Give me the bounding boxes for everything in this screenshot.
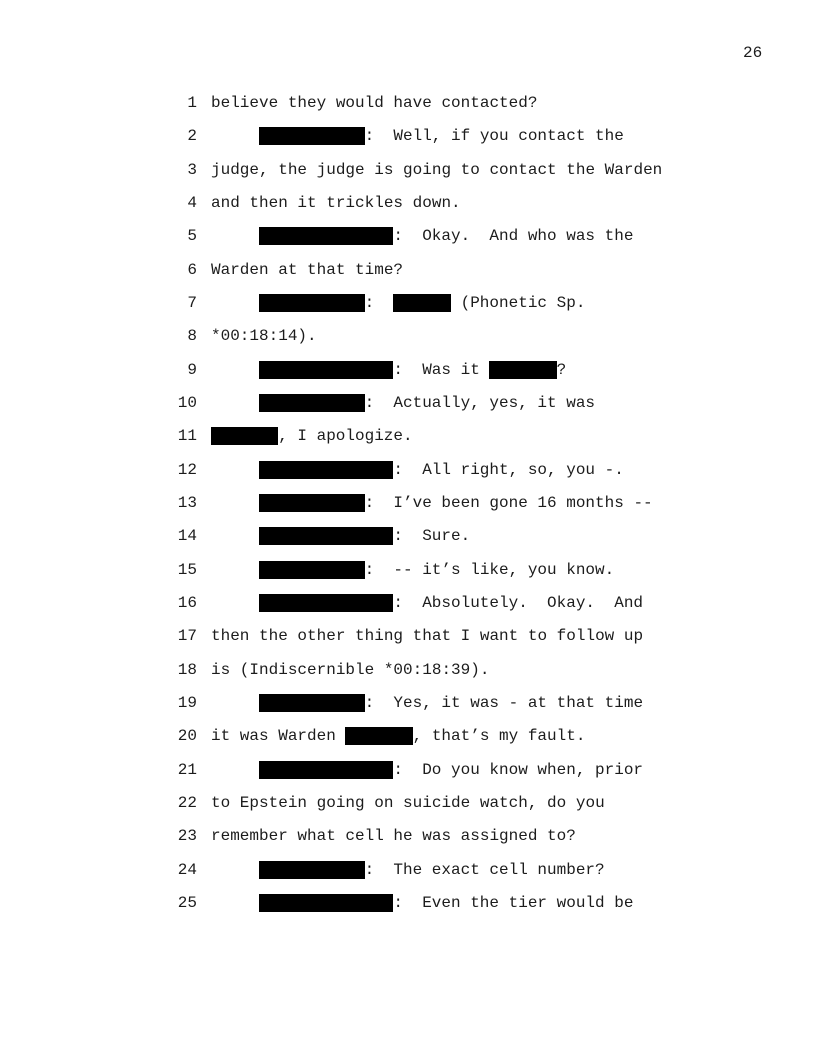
transcript-line [0,620,816,653]
redacted-name [345,727,412,745]
transcript-line [0,787,816,820]
line-text: believe they would have contacted? [211,94,538,112]
line-text: : Even the tier would be [393,893,634,912]
redacted-speaker-name [259,694,365,712]
transcript-line [0,854,816,887]
redacted-name [211,427,278,445]
line-number: 5 [187,227,197,246]
line-number: 15 [177,560,197,579]
line-content [211,454,624,487]
line-content [211,554,614,587]
redacted-speaker-name [259,461,393,479]
transcript-line [0,420,816,453]
line-content [211,354,566,387]
line-text: : Actually, yes, it was [364,393,596,412]
line-text: : Yes, it was - at that time [364,693,644,712]
line-content [211,720,585,753]
line-number: 22 [177,793,197,812]
redacted-speaker-name [259,894,393,912]
line-content [211,320,317,353]
line-content [211,754,643,787]
line-number: 24 [177,860,197,879]
line-text: : Was it [393,360,490,379]
line-text: judge, the judge is going to contact the Warden [211,160,663,179]
line-text: (Phonetic Sp. [451,293,586,312]
redacted-speaker-name [259,527,393,545]
transcript-line [0,520,816,553]
line-text: : Sure. [393,527,471,546]
transcript-line [0,887,816,920]
redacted-speaker-name [259,761,393,779]
line-content [211,387,595,420]
line-content [211,654,489,687]
line-content [211,854,605,887]
line-content [211,487,653,520]
line-text: is (Indiscernible *00:18:39). [211,660,490,679]
line-number: 3 [187,160,197,179]
redacted-speaker-name [259,361,393,379]
line-content [211,120,624,153]
transcript-line [0,687,816,720]
transcript-line [0,387,816,420]
redacted-speaker-name [259,227,393,245]
line-text: : [364,293,394,312]
transcript-line [0,720,816,753]
redacted-speaker-name [259,394,365,412]
line-number: 16 [177,593,197,612]
line-text: : Do you know when, prior [393,760,644,779]
line-number: 9 [187,360,197,379]
line-text: : All right, so, you -. [393,460,624,479]
transcript-line [0,654,816,687]
line-number: 12 [177,460,197,479]
line-text: : I’ve been gone 16 months -- [364,493,653,512]
line-number: 18 [177,660,197,679]
line-number: 14 [177,527,197,546]
line-text: ? [556,360,567,379]
line-content [211,287,585,320]
line-content [211,687,643,720]
transcript-line [0,87,816,120]
page-number: 26 [743,44,763,62]
redacted-name [489,361,556,379]
line-number: 21 [177,760,197,779]
line-content [211,420,413,453]
redacted-speaker-name [259,861,365,879]
line-text: Warden at that time? [211,260,404,279]
line-text: : Well, if you contact the [364,127,624,146]
line-number: 2 [187,127,197,146]
line-text: : Absolutely. Okay. And [393,593,644,612]
line-content [211,587,643,620]
line-text: , I apologize. [278,427,413,446]
transcript-line [0,487,816,520]
transcript-line [0,154,816,187]
redacted-name [393,294,451,312]
line-content [211,820,576,853]
redacted-speaker-name [259,127,365,145]
line-number: 20 [177,727,197,746]
line-content [211,87,537,120]
line-content [211,787,605,820]
line-text: and then it trickles down. [211,193,461,212]
line-text: then the other thing that I want to follow up [211,627,644,646]
line-text: remember what cell he was assigned to? [211,827,576,846]
line-number: 6 [187,260,197,279]
line-text: : Okay. And who was the [393,227,634,246]
transcript-line [0,820,816,853]
redacted-speaker-name [259,594,393,612]
transcript-line [0,187,816,220]
line-text: *00:18:14). [211,327,317,346]
line-content [211,887,633,920]
line-text: , that’s my fault. [412,727,586,746]
redacted-speaker-name [259,294,365,312]
transcript-line [0,454,816,487]
line-text: : The exact cell number? [364,860,605,879]
redacted-speaker-name [259,561,365,579]
transcript-line [0,554,816,587]
transcript-line [0,287,816,320]
line-text: it was Warden [211,727,346,746]
transcript-line [0,587,816,620]
line-content [211,220,633,253]
line-number: 23 [177,827,197,846]
line-number: 8 [187,327,197,346]
line-number: 1 [187,94,197,112]
line-number: 10 [177,393,197,412]
line-text: to Epstein going on suicide watch, do you [211,793,605,812]
transcript-line [0,320,816,353]
line-number: 19 [177,693,197,712]
transcript-line [0,220,816,253]
line-number: 7 [187,293,197,312]
line-text: : -- it’s like, you know. [364,560,615,579]
line-number: 11 [177,427,197,446]
line-number: 4 [187,193,197,212]
line-content [211,154,662,187]
transcript-line [0,354,816,387]
line-content [211,520,470,553]
redacted-speaker-name [259,494,365,512]
line-number: 13 [177,493,197,512]
transcript-body [0,87,816,920]
transcript-line [0,120,816,153]
line-number: 17 [177,627,197,646]
line-content [211,187,461,220]
transcript-line [0,254,816,287]
line-number: 25 [177,893,197,912]
line-content [211,620,643,653]
line-content [211,254,403,287]
transcript-line [0,754,816,787]
